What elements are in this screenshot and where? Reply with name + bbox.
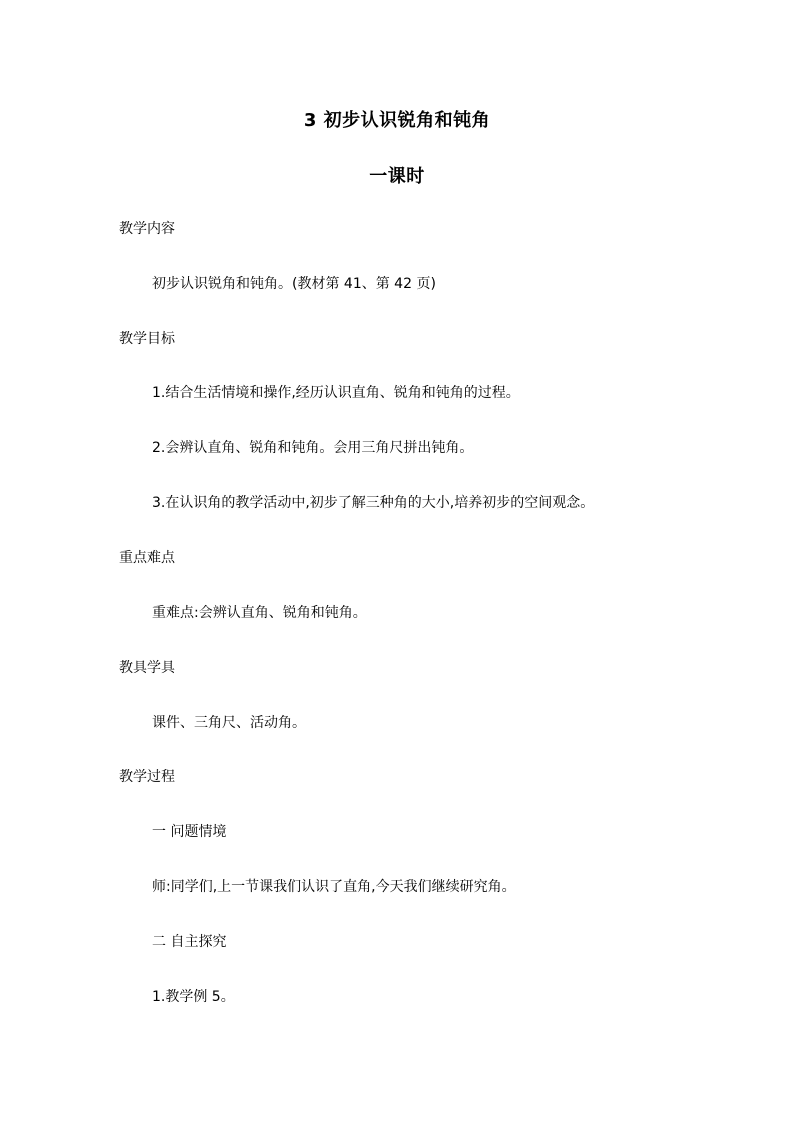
section-heading-objectives: 教学目标 <box>119 331 175 347</box>
document-title: 3 初步认识锐角和钝角 <box>303 110 491 131</box>
paragraph-content: 初步认识锐角和钝角。(教材第 41、第 42 页) <box>152 276 436 292</box>
key-points-text: 重难点:会辨认直角、锐角和钝角。 <box>152 605 367 621</box>
document-subtitle: 一课时 <box>369 166 425 187</box>
section-heading-process: 教学过程 <box>119 769 175 785</box>
objective-item-1: 1.结合生活情境和操作,经历认识直角、锐角和钝角的过程。 <box>152 385 520 401</box>
objective-item-3: 3.在认识角的教学活动中,初步了解三种角的大小,培养初步的空间观念。 <box>152 495 595 511</box>
section-heading-key-points: 重点难点 <box>119 550 175 566</box>
section-heading-materials: 教具学具 <box>119 660 175 676</box>
process-step-1-text: 师:同学们,上一节课我们认识了直角,今天我们继续研究角。 <box>152 879 516 895</box>
process-step-2-heading: 二 自主探究 <box>152 934 227 950</box>
section-heading-content: 教学内容 <box>119 221 175 237</box>
process-step-2-item: 1.教学例 5。 <box>152 989 235 1005</box>
materials-text: 课件、三角尺、活动角。 <box>152 715 306 731</box>
objective-item-2: 2.会辨认直角、锐角和钝角。会用三角尺拼出钝角。 <box>152 440 474 456</box>
process-step-1-heading: 一 问题情境 <box>152 824 227 840</box>
